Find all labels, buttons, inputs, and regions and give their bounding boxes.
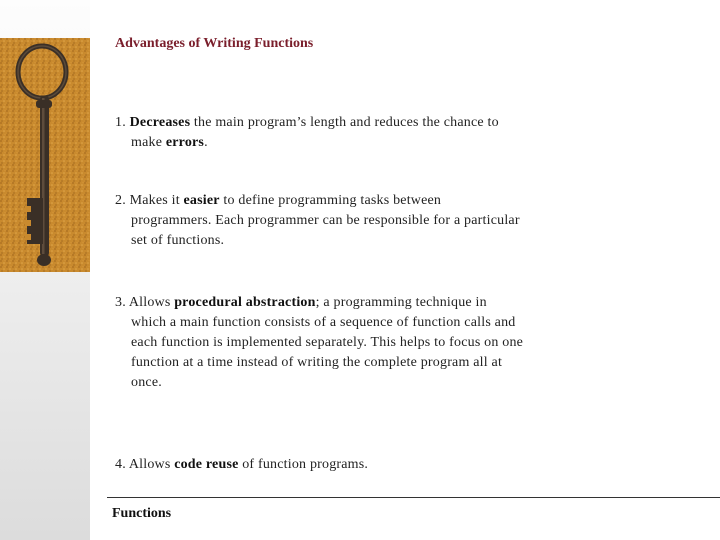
item-number: 4.: [115, 457, 129, 472]
list-item-2: [115, 191, 575, 251]
item-text: Makes it: [129, 193, 184, 208]
item-text: .: [204, 135, 208, 150]
item-line: [115, 231, 575, 251]
item-line: [115, 133, 575, 153]
item-text: once.: [131, 375, 162, 390]
item-text: Allows: [128, 457, 175, 472]
item-line: [115, 191, 575, 211]
antique-key-icon: [0, 38, 90, 272]
item-text: make: [131, 135, 166, 150]
item-text: programmers. Each programmer can be responsible for a particular: [131, 213, 520, 228]
emphasis-text: easier: [183, 193, 220, 208]
footer-label: Functions: [112, 506, 172, 521]
item-text: set of functions.: [131, 233, 225, 248]
list-item-1: [115, 113, 575, 153]
item-line: [115, 313, 575, 333]
item-line: [115, 373, 575, 393]
item-text: of function programs.: [238, 457, 369, 472]
item-line: [115, 211, 575, 231]
item-text: which a main function consists of a sequence of function calls and: [131, 315, 516, 330]
item-number: 2.: [115, 193, 130, 208]
list-item-3: [115, 293, 575, 393]
item-line: [115, 333, 575, 353]
item-line: [115, 455, 575, 475]
item-text: to define programming tasks between: [219, 193, 442, 208]
item-text: ; a programming technique in: [315, 295, 487, 310]
emphasis-text: errors: [165, 135, 205, 150]
item-number: 1.: [115, 115, 130, 130]
emphasis-text: Decreases: [129, 115, 191, 130]
footer-divider: [107, 497, 720, 498]
item-line: [115, 293, 575, 313]
item-text: the main program’s length and reduces the chance to: [190, 115, 499, 130]
item-text: each function is implemented separately. This helps to focus on one: [131, 335, 524, 350]
item-text: function at a time instead of writing the complete program all at: [131, 355, 503, 370]
emphasis-text: code reuse: [174, 457, 239, 472]
key-photo: [0, 38, 90, 272]
item-text: Allows: [128, 295, 175, 310]
slide-title: Advantages of Writing Functions: [115, 36, 314, 51]
item-number: 3.: [115, 295, 129, 310]
list-item-4: [115, 455, 575, 475]
emphasis-text: procedural abstraction: [174, 295, 316, 310]
item-line: [115, 353, 575, 373]
item-line: [115, 113, 575, 133]
